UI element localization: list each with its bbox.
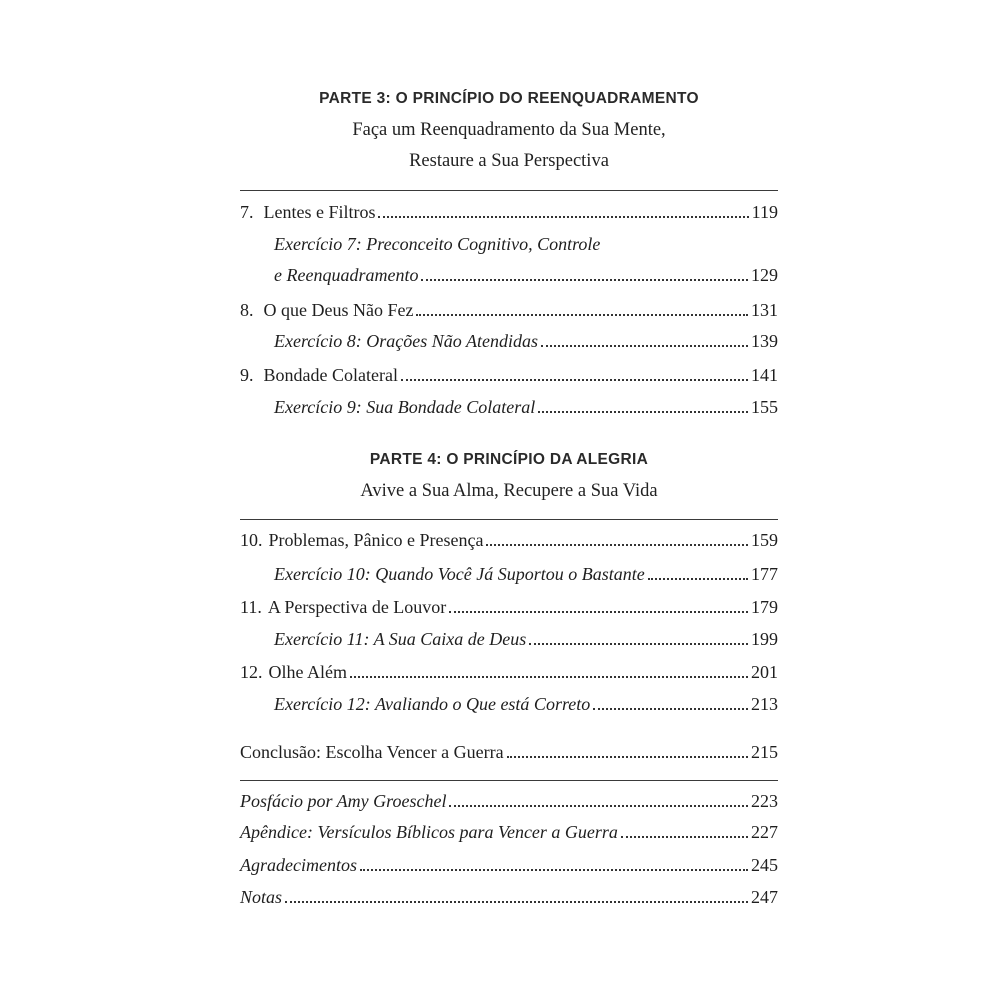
part-3-title: PARTE 3: O PRINCÍPIO DO REENQUADRAMENTO (319, 90, 699, 107)
dot-leader (378, 216, 748, 218)
dot-leader (538, 411, 748, 413)
toc-entry-chapter-11[interactable] (240, 596, 778, 618)
part-3-subtitle-line1: Faça um Reenquadramento da Sua Mente, (352, 120, 666, 140)
chapter-title: Lentes e Filtros (263, 202, 376, 222)
page-number: 245 (751, 855, 778, 875)
toc-entry-chapter-10[interactable] (240, 529, 778, 551)
toc-entry-posfacio[interactable] (240, 790, 778, 812)
toc-entry-chapter-8[interactable] (240, 299, 778, 321)
exercise-title: e Reenquadramento (274, 265, 419, 285)
dot-leader (449, 611, 748, 613)
chapter-number: 7. (240, 202, 254, 222)
dot-leader (421, 279, 748, 281)
chapter-title: Bondade Colateral (263, 365, 398, 385)
dot-leader (350, 676, 748, 678)
toc-entry-apendice[interactable] (240, 821, 778, 843)
entry-title: Apêndice: Versículos Bíblicos para Vencer a Guerra (240, 822, 618, 842)
page-number: 139 (751, 331, 778, 351)
part-3-divider (240, 190, 778, 191)
toc-entry-chapter-9[interactable] (240, 364, 778, 386)
chapter-title: Olhe Além (268, 662, 347, 682)
dot-leader (593, 708, 748, 710)
dot-leader (486, 544, 748, 546)
exercise-7-title-line1: Exercício 7: Preconceito Cognitivo, Controle (274, 234, 601, 254)
entry-title: Posfácio por Amy Groeschel (240, 791, 447, 811)
exercise-title: Exercício 11: A Sua Caixa de Deus (274, 629, 527, 649)
dot-leader (541, 345, 748, 347)
dot-leader (401, 379, 748, 381)
page-number: 129 (751, 265, 778, 285)
dot-leader (529, 643, 748, 645)
page-number: 223 (751, 791, 778, 811)
dot-leader (507, 756, 748, 758)
page-number: 213 (751, 694, 778, 714)
page-number: 159 (751, 530, 778, 550)
toc-entry-chapter-12[interactable] (240, 661, 778, 683)
dot-leader (416, 314, 748, 316)
dot-leader (621, 836, 748, 838)
page-number: 201 (751, 662, 778, 682)
chapter-title: O que Deus Não Fez (263, 300, 414, 320)
entry-title: Notas (240, 887, 283, 907)
toc-entry-exercise-10[interactable] (274, 563, 778, 585)
dot-leader (285, 901, 748, 903)
chapter-number: 8. (240, 300, 254, 320)
chapter-number: 10. (240, 530, 263, 550)
page-number: 199 (751, 629, 778, 649)
page-number: 227 (751, 822, 778, 842)
toc-entry-exercise-12[interactable] (274, 693, 778, 715)
page-number: 177 (751, 564, 778, 584)
conclusion-title: Conclusão: Escolha Vencer a Guerra (240, 742, 504, 762)
toc-entry-notas[interactable] (240, 886, 778, 908)
page-number: 247 (751, 887, 778, 907)
entry-title: Agradecimentos (240, 855, 357, 875)
chapter-number: 12. (240, 662, 263, 682)
chapter-number: 11. (240, 597, 262, 617)
page-number: 179 (751, 597, 778, 617)
page-number: 215 (751, 742, 778, 762)
toc-entry-agradecimentos[interactable] (240, 854, 778, 876)
page-number: 131 (751, 300, 778, 320)
part-4-subtitle: Avive a Sua Alma, Recupere a Sua Vida (360, 481, 658, 501)
part-3-subtitle-line2: Restaure a Sua Perspectiva (409, 151, 609, 171)
toc-entry-exercise-8[interactable] (274, 330, 778, 352)
part-4-title: PARTE 4: O PRINCÍPIO DA ALEGRIA (369, 451, 649, 468)
exercise-title: Exercício 10: Quando Você Já Suportou o Bastante (274, 564, 645, 584)
chapter-title: Problemas, Pânico e Presença (268, 530, 484, 550)
toc-entry-conclusion[interactable] (240, 741, 778, 763)
chapter-title: A Perspectiva de Louvor (267, 597, 447, 617)
page-number: 155 (751, 397, 778, 417)
part-4-divider (240, 519, 778, 520)
page-number: 119 (751, 202, 778, 222)
exercise-title: Exercício 9: Sua Bondade Colateral (274, 397, 536, 417)
exercise-title: Exercício 8: Orações Não Atendidas (274, 331, 538, 351)
dot-leader (449, 805, 748, 807)
back-matter-divider (240, 780, 778, 781)
toc-entry-exercise-9[interactable] (274, 396, 778, 418)
page-number: 141 (751, 365, 778, 385)
toc-entry-chapter-7[interactable] (240, 201, 778, 223)
dot-leader (648, 578, 748, 580)
toc-entry-exercise-11[interactable] (274, 628, 778, 650)
dot-leader (360, 869, 748, 871)
chapter-number: 9. (240, 365, 254, 385)
exercise-title: Exercício 12: Avaliando o Que está Correto (274, 694, 591, 714)
toc-entry-exercise-7[interactable] (274, 264, 778, 286)
